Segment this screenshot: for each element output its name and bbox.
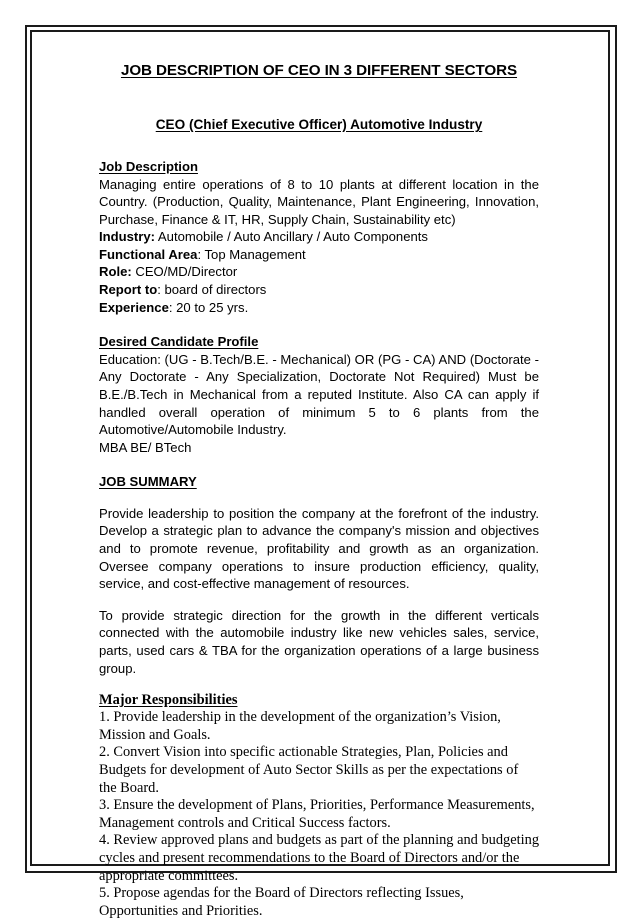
job-description-heading bbox=[99, 158, 539, 176]
field-value-report-to: : board of directors bbox=[157, 282, 267, 298]
responsibility-item-2: 2. Convert Vision into specific actionable Strategies, Plan, Policies and Budgets for development of Auto Sector Skills as per the expectations of the Board. bbox=[99, 744, 519, 796]
field-label-experience: Experience bbox=[99, 299, 169, 315]
field-label-role: Role: bbox=[99, 264, 132, 280]
spacer-job-summary-heading bbox=[99, 491, 539, 505]
field-value-role: CEO/MD/Director bbox=[131, 264, 238, 280]
major-responsibilities-heading bbox=[99, 691, 539, 709]
spacer-title-subtitle bbox=[99, 79, 539, 117]
responsibility-item-4: 4. Review approved plans and budgets as part of the planning and budgeting cycles and present recommendations to the Board of Directors and/or the appropriate committees. bbox=[99, 832, 540, 884]
job-description-field-functional-area bbox=[99, 246, 539, 264]
desired-candidate-profile-body: Education: (UG - B.Tech/B.E. - Mechanical) OR (PG - CA) AND (Doctorate - Any Doctorate - Any Specialization, Doctorate Not Required) Must be B.E./B.Tech in Mechanical from a reputed Institute. Also CA can apply if handled overall operation of minimum 5 to 6 plants from the Automotive/Automobile Industry. bbox=[99, 351, 539, 438]
job-summary-paragraph-2: To provide strategic direction for the growth in the different verticals connected with the automobile industry like new vehicles sales, service, parts, used cars & TBA for the organization operations of a large business group. bbox=[99, 607, 539, 676]
spacer-before-candidate-profile bbox=[99, 316, 539, 333]
document-content bbox=[99, 62, 539, 920]
job-description-field-industry bbox=[99, 228, 539, 246]
field-label-report-to: Report to bbox=[99, 282, 158, 298]
field-value-functional-area: : Top Management bbox=[197, 246, 306, 262]
spacer-before-responsibilities bbox=[99, 677, 539, 691]
desired-candidate-profile-body-line2: MBA BE/ BTech bbox=[99, 439, 192, 455]
spacer-before-job-summary bbox=[99, 456, 539, 473]
major-responsibilities-heading-text: Major Responsibilities bbox=[99, 692, 238, 709]
responsibility-item-3: 3. Ensure the development of Plans, Priorities, Performance Measurements, Management controls and Critical Success factors. bbox=[99, 797, 535, 831]
job-description-field-role bbox=[99, 263, 539, 281]
job-summary-heading-text: JOB SUMMARY bbox=[99, 474, 197, 490]
job-summary-paragraph-1: Provide leadership to position the company at the forefront of the industry. Develop a strategic plan to advance the company's mission and objectives and to promote revenue, profitability and growth as an organization. Oversee company operations to insure production efficiency, quality, service, and cost-effective management of resources. bbox=[99, 505, 539, 592]
job-description-field-report-to bbox=[99, 281, 539, 299]
field-value-industry: Automobile / Auto Ancillary / Auto Components bbox=[155, 229, 428, 245]
document-title-text: JOB DESCRIPTION OF CEO IN 3 DIFFERENT SECTORS bbox=[120, 62, 518, 79]
spacer-subtitle-body bbox=[99, 132, 539, 158]
field-label-industry: Industry: bbox=[99, 229, 156, 245]
major-responsibilities-section bbox=[99, 691, 539, 920]
document-subtitle bbox=[99, 117, 539, 132]
job-description-field-experience bbox=[99, 299, 539, 317]
job-description-intro: Managing entire operations of 8 to 10 plants at different location in the Country. (Production, Quality, Maintenance, Plant Engineering, Innovation, Purchase, Finance & IT, HR, Supply Chain, Sustainability etc) bbox=[99, 176, 539, 227]
document-subtitle-text: CEO (Chief Executive Officer) Automotive Industry bbox=[155, 117, 483, 132]
job-summary-heading bbox=[99, 473, 539, 491]
spacer-between-summary-paragraphs bbox=[99, 593, 539, 607]
desired-candidate-profile-heading bbox=[99, 333, 539, 351]
field-label-functional-area: Functional Area bbox=[99, 246, 198, 262]
job-description-heading-text: Job Description bbox=[99, 159, 198, 174]
field-value-experience: : 20 to 25 yrs. bbox=[168, 299, 249, 315]
responsibility-item-5: 5. Propose agendas for the Board of Directors reflecting Issues, Opportunities and Priorities. bbox=[99, 885, 464, 919]
desired-candidate-profile-heading-text: Desired Candidate Profile bbox=[99, 334, 259, 350]
responsibility-item-1: 1. Provide leadership in the development of the organization’s Vision, Mission and Goals. bbox=[99, 709, 501, 743]
document-title bbox=[99, 62, 539, 79]
